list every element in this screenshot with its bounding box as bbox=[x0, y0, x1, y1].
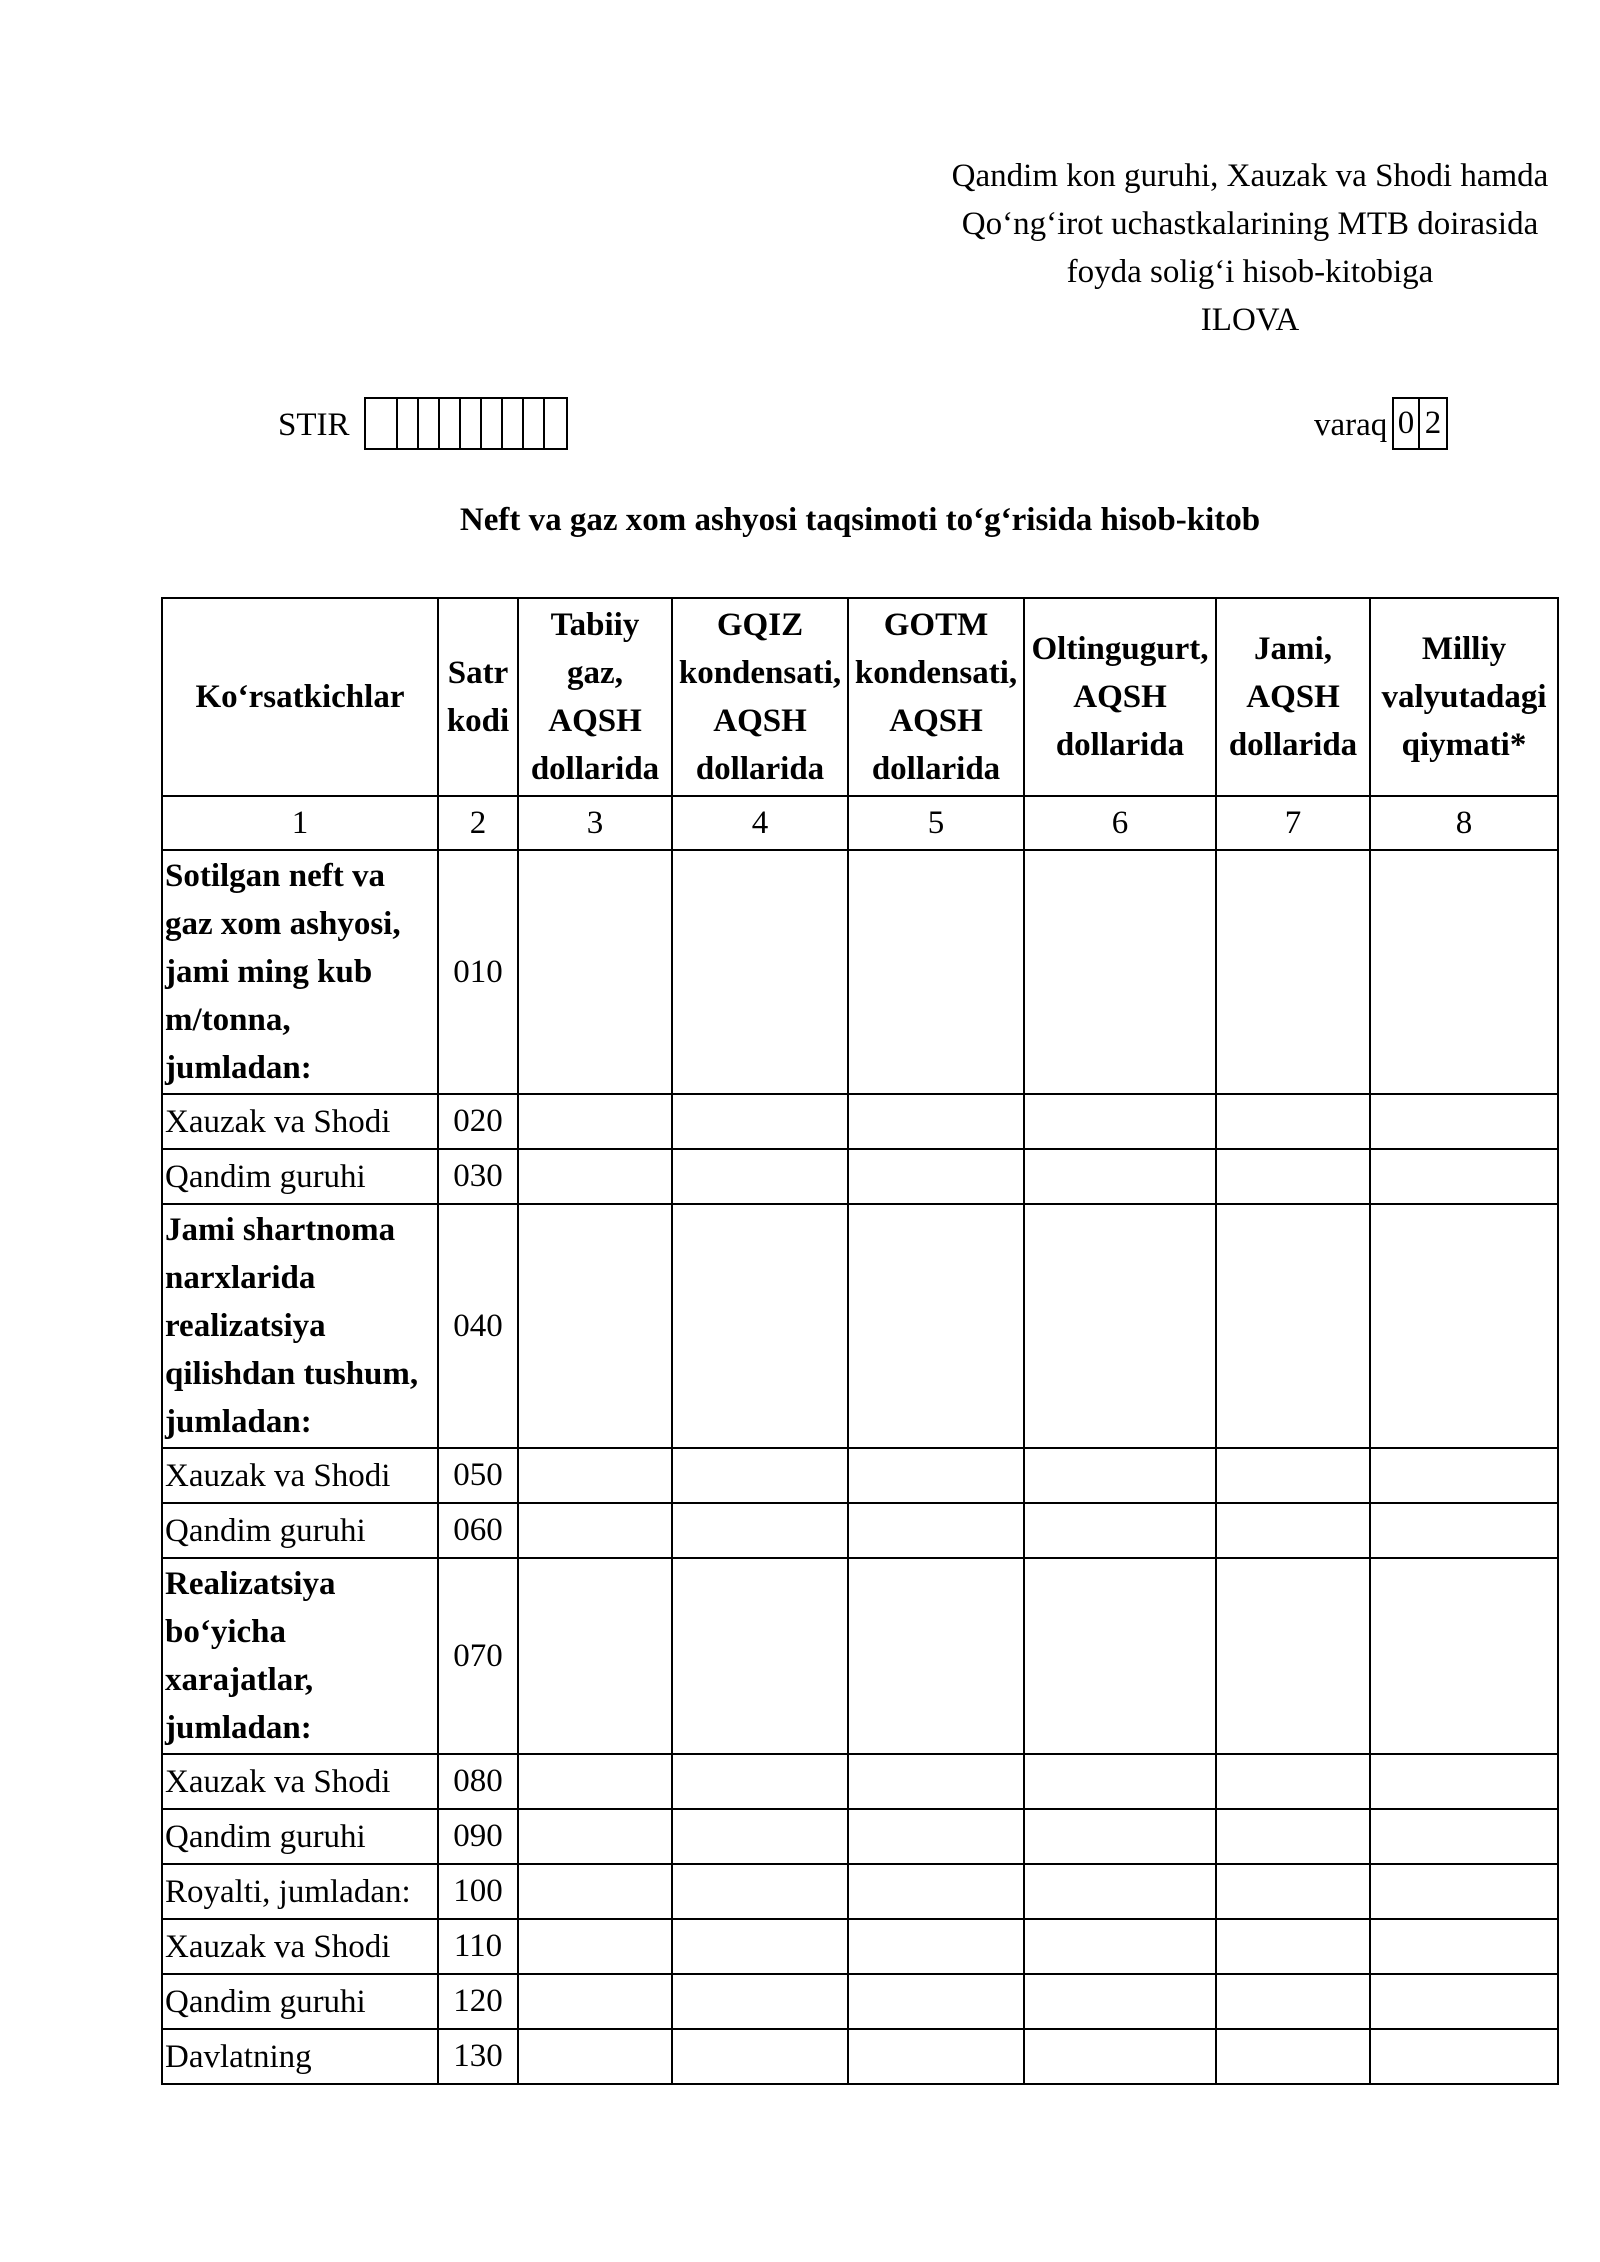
value-cell[interactable] bbox=[1024, 1974, 1216, 2029]
table-header-row bbox=[162, 598, 1558, 796]
row-code: 040 bbox=[438, 1204, 518, 1448]
varaq-number-boxes bbox=[1392, 397, 1448, 450]
value-cell[interactable] bbox=[1024, 1503, 1216, 1558]
value-cell[interactable] bbox=[848, 1503, 1024, 1558]
value-cell[interactable] bbox=[672, 1754, 848, 1809]
value-cell[interactable] bbox=[518, 2029, 672, 2084]
stir-digit-box[interactable] bbox=[524, 399, 545, 448]
row-code: 120 bbox=[438, 1974, 518, 2029]
value-cell[interactable] bbox=[672, 1094, 848, 1149]
value-cell[interactable] bbox=[848, 1448, 1024, 1503]
table-row bbox=[162, 1448, 1558, 1503]
value-cell[interactable] bbox=[1370, 850, 1558, 1094]
column-header: GQIZ kondensati, AQSH dollarida bbox=[672, 598, 848, 796]
column-header: Jami, AQSH dollarida bbox=[1216, 598, 1370, 796]
value-cell[interactable] bbox=[1216, 1754, 1370, 1809]
stir-input-boxes[interactable] bbox=[364, 397, 568, 450]
column-header: Ko‘rsatkichlar bbox=[162, 598, 438, 796]
value-cell[interactable] bbox=[672, 1503, 848, 1558]
header-line-2: Qo‘ng‘irot uchastkalarining MTB doirasida bbox=[961, 206, 1539, 242]
value-cell[interactable] bbox=[1216, 1809, 1370, 1864]
value-cell[interactable] bbox=[518, 850, 672, 1094]
table-row bbox=[162, 1558, 1558, 1754]
value-cell[interactable] bbox=[1024, 1094, 1216, 1149]
row-code: 060 bbox=[438, 1503, 518, 1558]
value-cell[interactable] bbox=[672, 2029, 848, 2084]
table-row bbox=[162, 2029, 1558, 2084]
row-label: Qandim guruhi bbox=[162, 1149, 438, 1204]
value-cell[interactable] bbox=[1024, 850, 1216, 1094]
row-label: Xauzak va Shodi bbox=[162, 1094, 438, 1149]
row-code: 090 bbox=[438, 1809, 518, 1864]
value-cell[interactable] bbox=[1024, 1809, 1216, 1864]
value-cell[interactable] bbox=[1216, 2029, 1370, 2084]
table-row bbox=[162, 1974, 1558, 2029]
header-line-3: foyda solig‘i hisob-kitobiga bbox=[1066, 254, 1434, 290]
column-number: 2 bbox=[438, 796, 518, 850]
value-cell[interactable] bbox=[1216, 1864, 1370, 1919]
row-label: Qandim guruhi bbox=[162, 1503, 438, 1558]
value-cell[interactable] bbox=[848, 1974, 1024, 2029]
value-cell[interactable] bbox=[1024, 1448, 1216, 1503]
value-cell[interactable] bbox=[518, 1809, 672, 1864]
value-cell[interactable] bbox=[1216, 1503, 1370, 1558]
column-number: 6 bbox=[1024, 796, 1216, 850]
row-code: 020 bbox=[438, 1094, 518, 1149]
value-cell[interactable] bbox=[1370, 1864, 1558, 1919]
row-label: Jami shartnoma narxlarida realizatsiya qilishdan tushum, jumladan: bbox=[162, 1204, 438, 1448]
value-cell[interactable] bbox=[1370, 1754, 1558, 1809]
header-line-1: Qandim kon guruhi, Xauzak va Shodi hamda bbox=[951, 158, 1549, 194]
table-row bbox=[162, 1149, 1558, 1204]
value-cell[interactable] bbox=[672, 1974, 848, 2029]
value-cell[interactable] bbox=[518, 1149, 672, 1204]
stir-digit-box[interactable] bbox=[440, 399, 461, 448]
value-cell[interactable] bbox=[848, 1558, 1024, 1754]
value-cell[interactable] bbox=[1370, 1149, 1558, 1204]
value-cell[interactable] bbox=[1370, 1448, 1558, 1503]
value-cell[interactable] bbox=[1216, 1558, 1370, 1754]
row-code: 030 bbox=[438, 1149, 518, 1204]
varaq-label: varaq bbox=[1314, 407, 1388, 443]
table-row bbox=[162, 1864, 1558, 1919]
table-row bbox=[162, 1754, 1558, 1809]
value-cell[interactable] bbox=[1370, 2029, 1558, 2084]
value-cell[interactable] bbox=[1216, 1204, 1370, 1448]
table-row bbox=[162, 1204, 1558, 1448]
row-code: 080 bbox=[438, 1754, 518, 1809]
column-header: Oltingugurt, AQSH dollarida bbox=[1024, 598, 1216, 796]
row-code: 050 bbox=[438, 1448, 518, 1503]
value-cell[interactable] bbox=[1024, 1558, 1216, 1754]
document-title: Neft va gaz xom ashyosi taqsimoti to‘g‘risida hisob-kitob bbox=[459, 502, 1261, 538]
stir-digit-box[interactable] bbox=[366, 399, 398, 448]
value-cell[interactable] bbox=[518, 1919, 672, 1974]
value-cell[interactable] bbox=[848, 2029, 1024, 2084]
stir-digit-box[interactable] bbox=[545, 399, 566, 448]
table-row bbox=[162, 1094, 1558, 1149]
value-cell[interactable] bbox=[1370, 1094, 1558, 1149]
column-number: 5 bbox=[848, 796, 1024, 850]
row-label: Sotilgan neft va gaz xom ashyosi, jami ming kub m/tonna, jumladan: bbox=[162, 850, 438, 1094]
table-row bbox=[162, 850, 1558, 1094]
column-number: 8 bbox=[1370, 796, 1558, 850]
value-cell[interactable] bbox=[848, 1149, 1024, 1204]
table-row bbox=[162, 1809, 1558, 1864]
row-code: 110 bbox=[438, 1919, 518, 1974]
value-cell[interactable] bbox=[672, 1558, 848, 1754]
value-cell[interactable] bbox=[518, 1754, 672, 1809]
value-cell[interactable] bbox=[518, 1503, 672, 1558]
row-label: Qandim guruhi bbox=[162, 1809, 438, 1864]
column-header: Tabiiy gaz, AQSH dollarida bbox=[518, 598, 672, 796]
value-cell[interactable] bbox=[672, 1864, 848, 1919]
value-cell[interactable] bbox=[848, 1094, 1024, 1149]
row-code: 010 bbox=[438, 850, 518, 1094]
value-cell[interactable] bbox=[1024, 1919, 1216, 1974]
value-cell[interactable] bbox=[518, 1864, 672, 1919]
value-cell[interactable] bbox=[1370, 1919, 1558, 1974]
value-cell[interactable] bbox=[672, 1448, 848, 1503]
column-header: GOTM kondensati, AQSH dollarida bbox=[848, 598, 1024, 796]
table-row bbox=[162, 1503, 1558, 1558]
value-cell[interactable] bbox=[1024, 1149, 1216, 1204]
value-cell[interactable] bbox=[1216, 1919, 1370, 1974]
column-number: 3 bbox=[518, 796, 672, 850]
value-cell[interactable] bbox=[1370, 1974, 1558, 2029]
value-cell[interactable] bbox=[518, 1974, 672, 2029]
value-cell[interactable] bbox=[1024, 1204, 1216, 1448]
value-cell[interactable] bbox=[1370, 1503, 1558, 1558]
value-cell[interactable] bbox=[518, 1094, 672, 1149]
value-cell[interactable] bbox=[1370, 1204, 1558, 1448]
value-cell[interactable] bbox=[518, 1204, 672, 1448]
stir-label: STIR bbox=[278, 407, 350, 443]
value-cell[interactable] bbox=[1216, 850, 1370, 1094]
value-cell[interactable] bbox=[1024, 1754, 1216, 1809]
value-cell[interactable] bbox=[1370, 1558, 1558, 1754]
row-label: Realizatsiya bo‘yicha xarajatlar, jumladan: bbox=[162, 1558, 438, 1754]
column-number-row bbox=[162, 796, 1558, 850]
value-cell[interactable] bbox=[1216, 1974, 1370, 2029]
value-cell[interactable] bbox=[672, 1919, 848, 1974]
value-cell[interactable] bbox=[1370, 1809, 1558, 1864]
value-cell[interactable] bbox=[672, 850, 848, 1094]
form-attachment-header bbox=[900, 152, 1600, 344]
varaq-digit: 2 bbox=[1424, 405, 1442, 441]
value-cell[interactable] bbox=[848, 1204, 1024, 1448]
value-cell[interactable] bbox=[518, 1448, 672, 1503]
row-label: Xauzak va Shodi bbox=[162, 1448, 438, 1503]
stir-digit-box[interactable] bbox=[503, 399, 524, 448]
column-header: Satr kodi bbox=[438, 598, 518, 796]
value-cell[interactable] bbox=[848, 1919, 1024, 1974]
row-label: Royalti, jumladan: bbox=[162, 1864, 438, 1919]
stir-digit-box[interactable] bbox=[419, 399, 440, 448]
row-code: 100 bbox=[438, 1864, 518, 1919]
value-cell[interactable] bbox=[1024, 2029, 1216, 2084]
value-cell[interactable] bbox=[1216, 1149, 1370, 1204]
distribution-table bbox=[161, 597, 1559, 2085]
row-code: 130 bbox=[438, 2029, 518, 2084]
varaq-digit: 0 bbox=[1394, 399, 1420, 448]
stir-digit-box[interactable] bbox=[482, 399, 503, 448]
value-cell[interactable] bbox=[518, 1558, 672, 1754]
row-label: Xauzak va Shodi bbox=[162, 1919, 438, 1974]
value-cell[interactable] bbox=[1024, 1864, 1216, 1919]
column-header: Milliy valyutadagi qiymati* bbox=[1370, 598, 1558, 796]
table-row bbox=[162, 1919, 1558, 1974]
column-number: 7 bbox=[1216, 796, 1370, 850]
value-cell[interactable] bbox=[672, 1204, 848, 1448]
column-number: 1 bbox=[162, 796, 438, 850]
value-cell[interactable] bbox=[672, 1809, 848, 1864]
value-cell[interactable] bbox=[848, 1754, 1024, 1809]
value-cell[interactable] bbox=[848, 1864, 1024, 1919]
column-number: 4 bbox=[672, 796, 848, 850]
value-cell[interactable] bbox=[848, 1809, 1024, 1864]
row-label: Qandim guruhi bbox=[162, 1974, 438, 2029]
value-cell[interactable] bbox=[848, 850, 1024, 1094]
stir-digit-box[interactable] bbox=[398, 399, 419, 448]
stir-digit-box[interactable] bbox=[461, 399, 482, 448]
value-cell[interactable] bbox=[1216, 1094, 1370, 1149]
value-cell[interactable] bbox=[672, 1149, 848, 1204]
header-line-4: ILOVA bbox=[1200, 302, 1300, 338]
value-cell[interactable] bbox=[1216, 1448, 1370, 1503]
row-code: 070 bbox=[438, 1558, 518, 1754]
row-label: Davlatning bbox=[162, 2029, 438, 2084]
row-label: Xauzak va Shodi bbox=[162, 1754, 438, 1809]
